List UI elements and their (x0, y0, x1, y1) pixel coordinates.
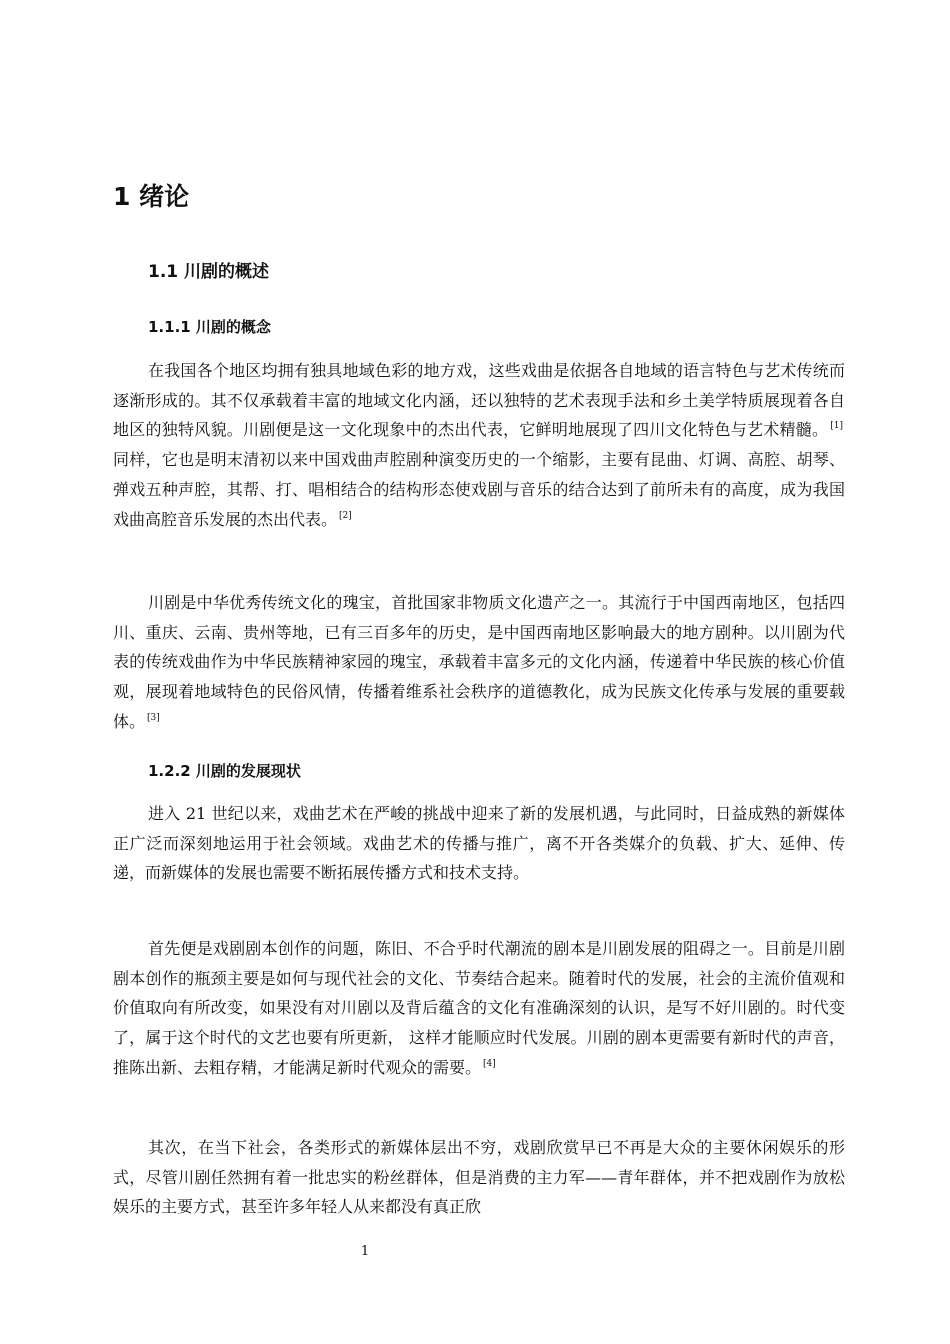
paragraph-text: 川剧是中华优秀传统文化的瑰宝，首批国家非物质文化遗产之一。其流行于中国西南地区，包括四川、重庆、云南、贵州等地，已有三百多年的历史，是中国西南地区影响最大的地方剧种。以川剧为代表的传统戏曲作为中华民族精神家园的瑰宝，承载着丰富多元的文化内涵，传递着中华民族的核心价值观，展现着地域特色的民俗风情，传播着维系社会秩序的道德教化，成为民族文化传承与发展的重要载体。 (113, 593, 845, 731)
citation-ref[interactable]: [3] (147, 712, 160, 723)
paragraph-concept-1 (113, 356, 845, 534)
page-number: 1 (360, 1244, 370, 1259)
paragraph-concept-2 (113, 588, 845, 737)
citation-ref[interactable]: [4] (483, 1058, 496, 1069)
paragraph-status-2 (113, 934, 845, 1083)
subsection-heading-concept: 1.1.1 川剧的概念 (148, 318, 271, 336)
paragraph-status-1 (113, 799, 845, 888)
paragraph-text: 其次，在当下社会，各类形式的新媒体层出不穷，戏剧欣赏早已不再是大众的主要休闲娱乐的形式，尽管川剧任然拥有着一批忠实的粉丝群体，但是消费的主力军——青年群体，并不把戏剧作为放松娱乐的主要方式，甚至许多年轻人从来都没有真正欣 (113, 1138, 845, 1217)
subsection-heading-status: 1.2.2 川剧的发展现状 (148, 762, 301, 780)
citation-ref[interactable]: [1] (830, 421, 843, 432)
chapter-heading: 1 绪论 (113, 182, 190, 211)
paragraph-text: 在我国各个地区均拥有独具地域色彩的地方戏，这些戏曲是依据各自地域的语言特色与艺术传统而逐渐形成的。其不仅承载着丰富的地域文化内涵，还以独特的艺术表现手法和乡土美学特质展现着各自地区的独特风貌。川剧便是这一文化现象中的杰出代表，它鲜明地展现了四川文化特色与艺术精髓。 (113, 361, 845, 440)
paragraph-text: 进入 21 世纪以来，戏曲艺术在严峻的挑战中迎来了新的发展机遇，与此同时，日益成熟的新媒体正广泛而深刻地运用于社会领域。戏曲艺术的传播与推广，离不开各类媒介的负载、扩大、延伸、传递，而新媒体的发展也需要不断拓展传播方式和技术支持。 (113, 804, 845, 883)
citation-ref[interactable]: [2] (339, 510, 352, 521)
paragraph-text: 首先便是戏剧剧本创作的问题，陈旧、不合乎时代潮流的剧本是川剧发展的阻碍之一。目前是川剧剧本创作的瓶颈主要是如何与现代社会的文化、节奏结合起来。随着时代的发展，社会的主流价值观和价值取向有所改变，如果没有对川剧以及背后蕴含的文化有准确深刻的认识，是写不好川剧的。时代变了，属于这个时代的文艺也要有所更新， 这样才能顺应时代发展。川剧的剧本更需要有新时代的声音，推陈出新、去粗存精，才能满足新时代观众的需要。 (113, 939, 845, 1077)
paragraph-status-3 (113, 1133, 845, 1222)
paragraph-text: 同样，它也是明末清初以来中国戏曲声腔剧种演变历史的一个缩影，主要有昆曲、灯调、高腔、胡琴、弹戏五种声腔，其帮、打、唱相结合的结构形态使戏剧与音乐的结合达到了前所未有的高度，成为我国戏曲高腔音乐发展的杰出代表。 (113, 450, 845, 529)
section-heading: 1.1 川剧的概述 (148, 262, 270, 282)
